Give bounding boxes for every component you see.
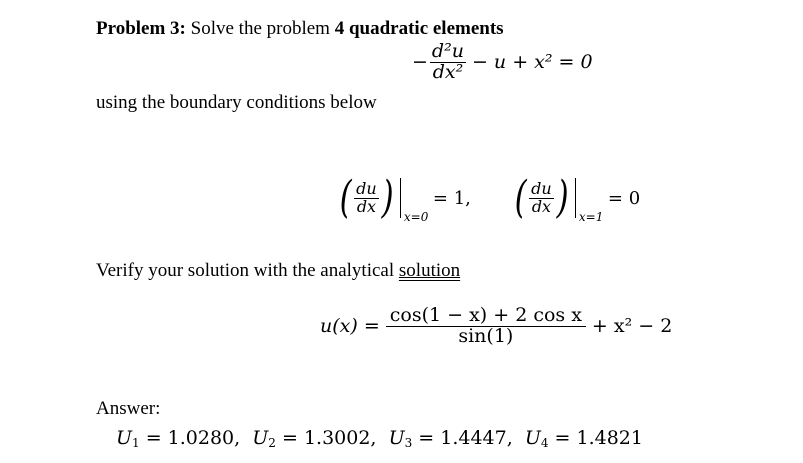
answer-value: = 1.4447,: [418, 427, 513, 449]
bc1-eval-point: x=0: [403, 210, 429, 224]
answer-label: Answer:: [96, 398, 161, 419]
answer-value: = 1.0280,: [145, 427, 241, 449]
ode-fraction: [430, 42, 466, 83]
bc1-rhs: = 1,: [432, 187, 471, 209]
answer-sub: 3: [404, 436, 413, 450]
bc1-denominator: dx: [356, 196, 377, 216]
bc1-numerator: du: [356, 178, 377, 198]
problem-label: Problem 3:: [96, 18, 186, 39]
answer-var: U: [524, 427, 541, 449]
bc2-eval-point: x=1: [578, 210, 604, 224]
boundary-condition-1: [337, 172, 471, 224]
solution-fraction: [386, 306, 586, 347]
evaluation-bar: [575, 178, 604, 224]
bc-intro-text: using the boundary conditions below: [96, 92, 377, 113]
left-paren: (: [514, 172, 527, 223]
answer-u3: [383, 427, 513, 449]
answer-u1: [116, 427, 240, 449]
right-paren: ): [381, 172, 394, 223]
answer-u4: [519, 427, 643, 449]
bc2-fraction: [529, 178, 554, 216]
left-paren: (: [339, 172, 352, 223]
answer-value: = 1.4821: [554, 427, 643, 449]
solution-rest: + x² − 2: [591, 315, 673, 338]
answer-sub: 2: [268, 436, 276, 450]
bc2-rhs: = 0: [607, 187, 641, 209]
right-paren: ): [556, 172, 569, 223]
solution-denominator: sin(1): [458, 324, 514, 347]
problem-text: Solve the problem: [190, 18, 330, 39]
bc1-fraction: [354, 178, 379, 216]
governing-equation: [412, 42, 593, 83]
problem-elements: 4 quadratic elements: [334, 18, 504, 39]
answer-var: U: [388, 427, 405, 449]
answer-var: U: [252, 427, 269, 449]
answer-values: [116, 427, 643, 450]
answer-sub: 4: [540, 436, 549, 450]
solution-link[interactable]: solution: [398, 260, 461, 281]
boundary-condition-2: [512, 172, 641, 224]
verify-sentence: Verify your solution with the analytical: [96, 260, 395, 281]
evaluation-bar: [400, 178, 429, 224]
ode-numerator: d²u: [431, 40, 464, 62]
answer-u2: [246, 427, 376, 449]
ode-sign: −: [412, 51, 428, 74]
bc2-denominator: dx: [531, 196, 552, 216]
bc2-numerator: du: [531, 178, 552, 198]
ode-rest: − u + x² = 0: [471, 51, 593, 74]
ode-denominator: dx²: [432, 60, 464, 83]
verify-text: [96, 260, 460, 282]
analytical-solution: [320, 306, 672, 347]
answer-value: = 1.3002,: [281, 427, 377, 449]
problem-statement: [96, 18, 504, 40]
solution-numerator: cos(1 − x) + 2 cos x: [389, 304, 582, 326]
answer-var: U: [116, 427, 133, 449]
answer-sub: 1: [132, 436, 140, 450]
solution-lhs: u(x) =: [320, 315, 380, 338]
